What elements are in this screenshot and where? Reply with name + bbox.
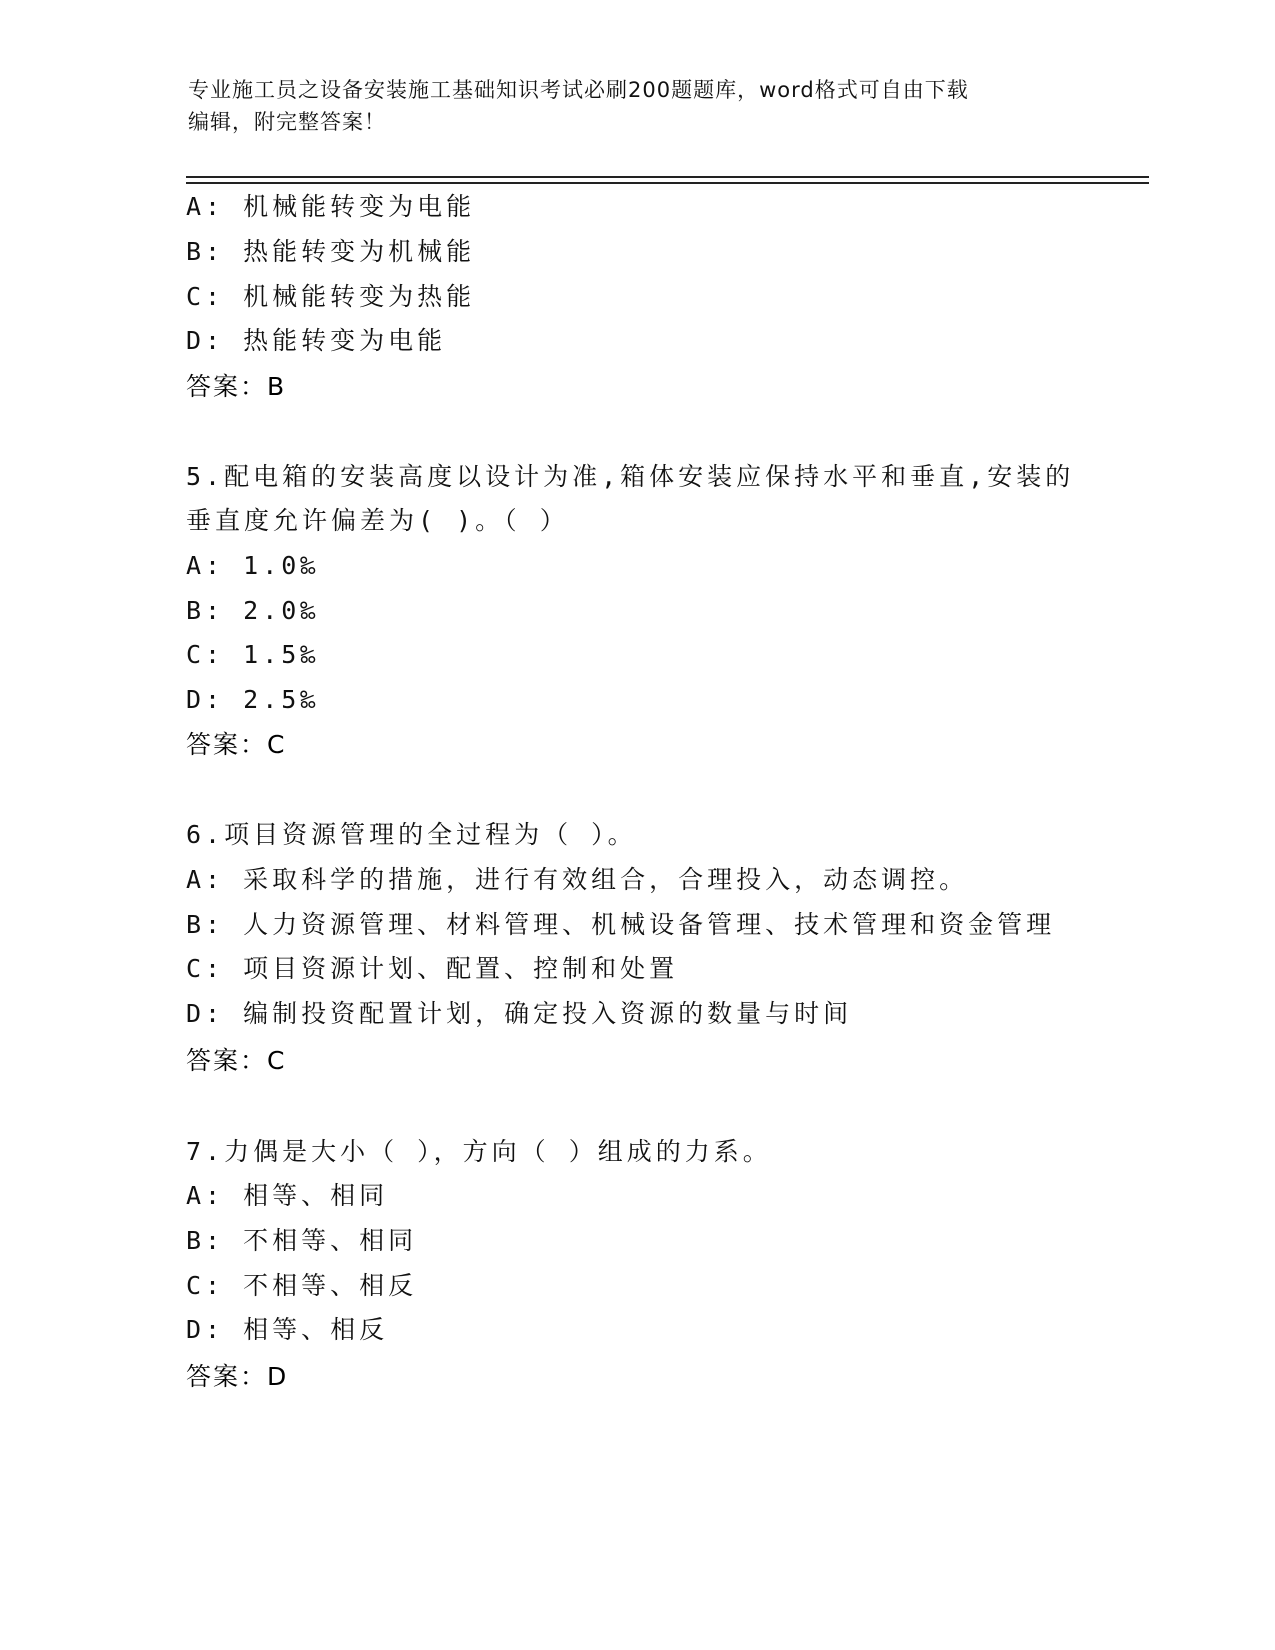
q4-option-c: C: 机械能转变为热能 [186,282,476,311]
q7-answer: 答案：D [186,1362,289,1391]
q5-answer: 答案：C [186,730,287,759]
q6-question: 6.项目资源管理的全过程为（ ）。 [186,820,637,849]
q5-option-b: B: 2.0‰ [186,596,320,625]
header-rule-bottom [186,182,1149,184]
header-line-1: 专业施工员之设备安装施工基础知识考试必刷200题题库，word格式可自由下载 [188,78,969,102]
q5-question-line-2: 垂直度允许偏差为( )。（ ） [186,506,569,535]
q7-option-b: B: 不相等、相同 [186,1226,418,1255]
header-rule-top [186,176,1149,178]
document-header [188,74,1078,138]
q4-answer: 答案：B [186,372,287,401]
q4-option-d: D: 热能转变为电能 [186,326,447,355]
q4-option-b: B: 热能转变为机械能 [186,237,476,266]
q6-option-d: D: 编制投资配置计划，确定投入资源的数量与时间 [186,999,853,1028]
q6-option-c: C: 项目资源计划、配置、控制和处置 [186,954,679,983]
header-line-2: 编辑，附完整答案！ [188,110,386,134]
q6-answer: 答案：C [186,1046,287,1075]
q7-option-d: D: 相等、相反 [186,1315,389,1344]
q5-question-line-1: 5.配电箱的安装高度以设计为准,箱体安装应保持水平和垂直,安装的 [186,462,1075,491]
q5-option-d: D: 2.5‰ [186,685,320,714]
q4-option-a: A: 机械能转变为电能 [186,192,476,221]
q5-option-c: C: 1.5‰ [186,640,320,669]
q6-option-b: B: 人力资源管理、材料管理、机械设备管理、技术管理和资金管理 [186,910,1056,939]
q7-option-c: C: 不相等、相反 [186,1271,418,1300]
q7-question: 7.力偶是大小（ ），方向（ ）组成的力系。 [186,1137,772,1166]
q5-option-a: A: 1.0‰ [186,551,320,580]
q6-option-a: A: 采取科学的措施，进行有效组合，合理投入，动态调控。 [186,865,969,894]
q7-option-a: A: 相等、相同 [186,1181,389,1210]
